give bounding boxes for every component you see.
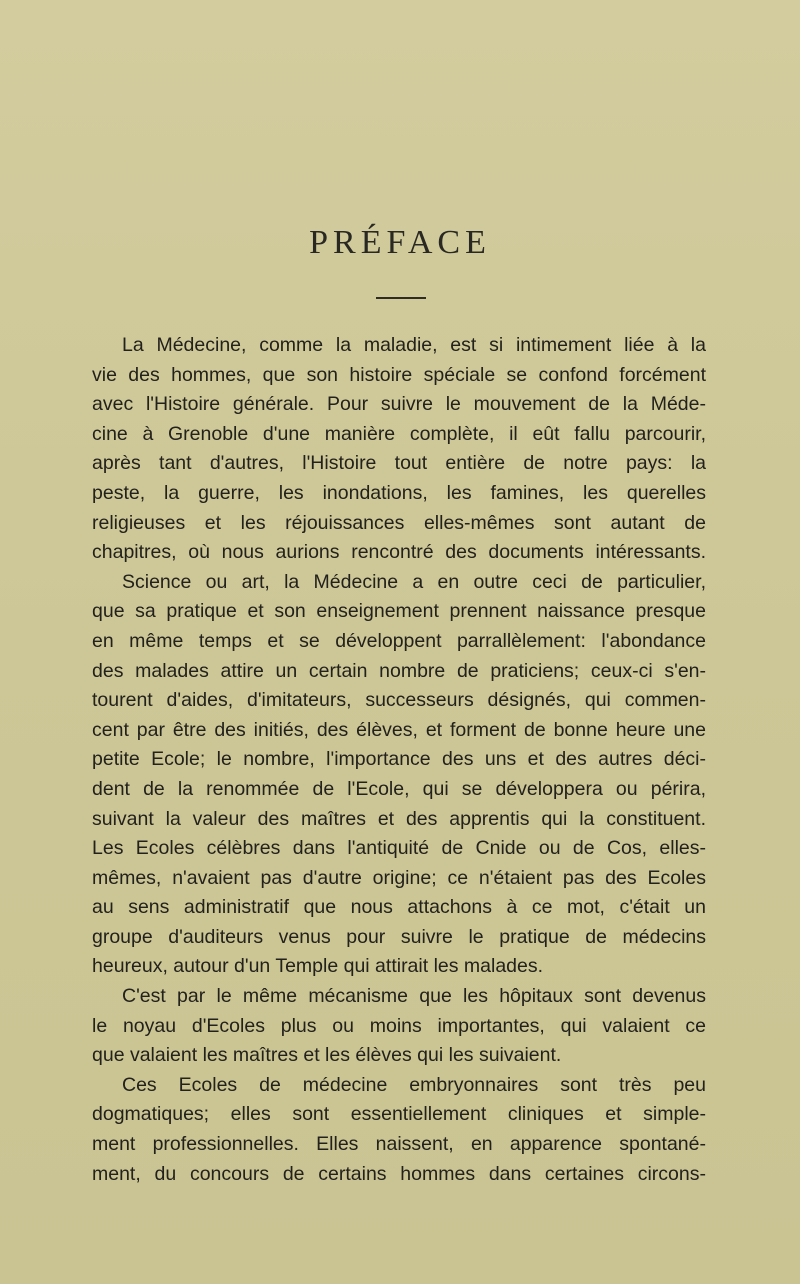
text-line: le noyau d'Ecoles plus ou moins importantes, qui valaient ce [92, 1014, 706, 1037]
page-title: PRÉFACE [309, 224, 491, 261]
text-line: Les Ecoles célèbres dans l'antiquité de Cnide ou de Cos, elles- [92, 837, 706, 860]
text-line: Ces Ecoles de médecine embryonnaires sont très peu [122, 1073, 706, 1096]
text-line: heureux, autour d'un Temple qui attirait les malades. [92, 955, 544, 978]
text-line: La Médecine, comme la maladie, est si intimement liée à la [122, 334, 706, 356]
text-line: que valaient les maîtres et les élèves qui les suivaient. [92, 1044, 562, 1067]
text-line: cent par être des initiés, des élèves, et forment de bonne heure une [92, 718, 706, 741]
title-rule [376, 297, 426, 299]
text-line: mêmes, n'avaient pas d'autre origine; ce n'étaient pas des Ecoles [92, 866, 706, 889]
text-line: Science ou art, la Médecine a en outre ceci de particulier, [122, 570, 706, 593]
text-line: chapitres, où nous aurions rencontré des documents intéressants. [92, 541, 706, 564]
text-line: dent de la renommée de l'Ecole, qui se développera ou périra, [92, 777, 706, 800]
text-line: tourent d'aides, d'imitateurs, successeurs désignés, qui commen- [92, 689, 706, 712]
text-line: ment, du concours de certains hommes dans certaines circons- [92, 1162, 706, 1185]
text-line: ment professionnelles. Elles naissent, en apparence spontané- [92, 1133, 706, 1156]
text-line: au sens administratif que nous attachons à ce mot, c'était un [92, 896, 706, 919]
text-line: suivant la valeur des maîtres et des apprentis qui la constituent. [92, 807, 706, 830]
text-line: des malades attire un certain nombre de praticiens; ceux-ci s'en- [92, 659, 706, 682]
text-line: peste, la guerre, les inondations, les famines, les querelles [92, 481, 706, 504]
text-line: vie des hommes, que son histoire spéciale se confond forcément [92, 363, 706, 386]
text-line: cine à Grenoble d'une manière complète, il eût fallu parcourir, [92, 422, 706, 445]
text-line: en même temps et se développent parrallèlement: l'abondance [92, 629, 706, 652]
text-line: avec l'Histoire générale. Pour suivre le mouvement de la Méde- [92, 393, 706, 416]
text-line: C'est par le même mécanisme que les hôpitaux sont devenus [122, 985, 706, 1008]
text-line: petite Ecole; le nombre, l'importance des uns et des autres déci- [92, 748, 706, 771]
body-text [92, 331, 706, 1189]
text-line: groupe d'auditeurs venus pour suivre le pratique de médecins [92, 925, 706, 948]
text-line: religieuses et les réjouissances elles-mêmes sont autant de [92, 511, 706, 534]
text-line: que sa pratique et son enseignement prennent naissance presque [92, 600, 706, 623]
text-line: après tant d'autres, l'Histoire tout entière de notre pays: la [92, 452, 706, 475]
text-line: dogmatiques; elles sont essentiellement cliniques et simple- [92, 1103, 706, 1126]
